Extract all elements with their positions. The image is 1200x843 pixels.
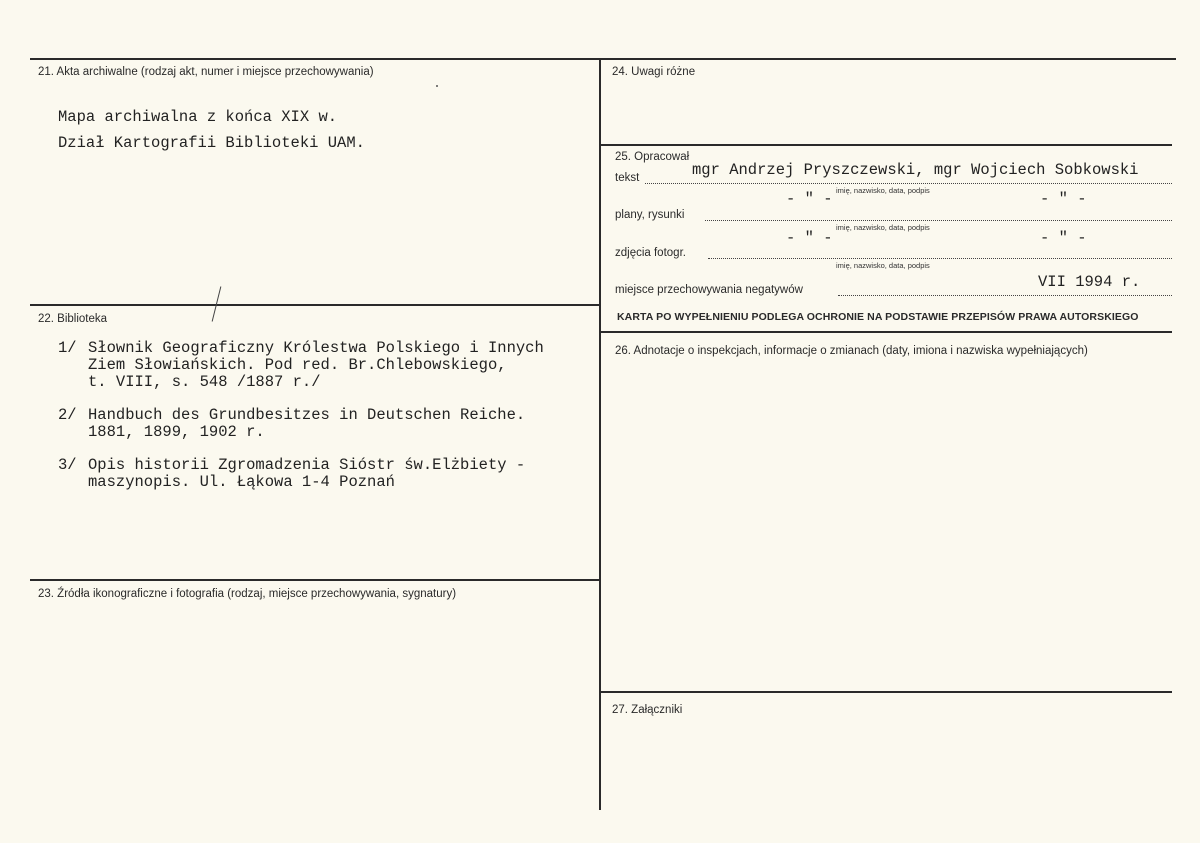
- divider-25-26: [600, 331, 1172, 333]
- ditto-mark: - " -: [1040, 190, 1087, 208]
- divider-22-23: [30, 579, 600, 581]
- ditto-mark: - " -: [1040, 229, 1087, 247]
- negatywy-value: VII 1994 r.: [1038, 273, 1141, 291]
- bibliography-item-number: 3/: [58, 456, 77, 474]
- section-21-line-2: Dział Kartografii Biblioteki UAM.: [58, 134, 365, 152]
- ditto-mark: - " -: [786, 190, 833, 208]
- section-21-line-1: Mapa archiwalna z końca XIX w.: [58, 108, 338, 126]
- bibliography-item: [58, 457, 525, 491]
- section-23-label: 23. Źródła ikonograficzne i fotografia (rodzaj, miejsce przechowywania, sygnatury): [38, 588, 457, 600]
- plany-label: plany, rysunki: [615, 209, 685, 221]
- tekst-label: tekst: [615, 172, 640, 184]
- plany-hint: imię, nazwisko, data, podpis: [836, 223, 930, 232]
- section-27-label: 27. Załączniki: [612, 704, 683, 716]
- ink-dot: [436, 85, 438, 87]
- tekst-line: [645, 183, 1172, 184]
- bibliography-item-line: Opis historii Zgromadzenia Sióstr św.Elżbiety -: [88, 456, 526, 474]
- zdjecia-hint: imię, nazwisko, data, podpis: [836, 261, 930, 270]
- bibliography-item: [58, 340, 544, 391]
- top-border: [30, 58, 1176, 60]
- bibliography-item-line: t. VIII, s. 548 /1887 r./: [88, 373, 321, 391]
- section-25-label: 25. Opracował: [615, 151, 690, 163]
- tekst-hint: imię, nazwisko, data, podpis: [836, 186, 930, 195]
- divider-24-25: [600, 144, 1172, 146]
- section-26-label: 26. Adnotacje o inspekcjach, informacje o zmianach (daty, imiona i nazwiska wypełniających): [615, 345, 1088, 357]
- ditto-mark: - " -: [786, 229, 833, 247]
- zdjecia-label: zdjęcia fotogr.: [615, 247, 686, 259]
- bibliography-item-number: 1/: [58, 339, 77, 357]
- section-24-label: 24. Uwagi różne: [612, 66, 696, 78]
- bibliography-item-line: Ziem Słowiańskich. Pod red. Br.Chlebowskiego,: [88, 356, 507, 374]
- copyright-notice: KARTA PO WYPEŁNIENIU PODLEGA OCHRONIE NA PODSTAWIE PRZEPISÓW PRAWA AUTORSKIEGO: [617, 311, 1139, 323]
- divider-21-22: [30, 304, 600, 306]
- bibliography-item-number: 2/: [58, 406, 77, 424]
- bibliography-item: [58, 407, 525, 441]
- tekst-value: mgr Andrzej Pryszczewski, mgr Wojciech Sobkowski: [692, 161, 1139, 179]
- section-22-label: 22. Biblioteka: [38, 313, 108, 325]
- bibliography-item-line: Handbuch des Grundbesitzes in Deutschen Reiche.: [88, 406, 526, 424]
- center-divider: [599, 58, 601, 810]
- bibliography-item-line: maszynopis. Ul. Łąkowa 1-4 Poznań: [88, 473, 395, 491]
- negatywy-line: [838, 295, 1172, 296]
- zdjecia-line: [708, 258, 1172, 259]
- section-21-label: 21. Akta archiwalne (rodzaj akt, numer i miejsce przechowywania): [38, 66, 374, 78]
- bibliography-item-line: Słownik Geograficzny Królestwa Polskiego i Innych: [88, 339, 544, 357]
- divider-26-27: [600, 691, 1172, 693]
- bibliography-item-line: 1881, 1899, 1902 r.: [88, 423, 265, 441]
- negatywy-label: miejsce przechowywania negatywów: [615, 284, 803, 296]
- plany-line: [705, 220, 1172, 221]
